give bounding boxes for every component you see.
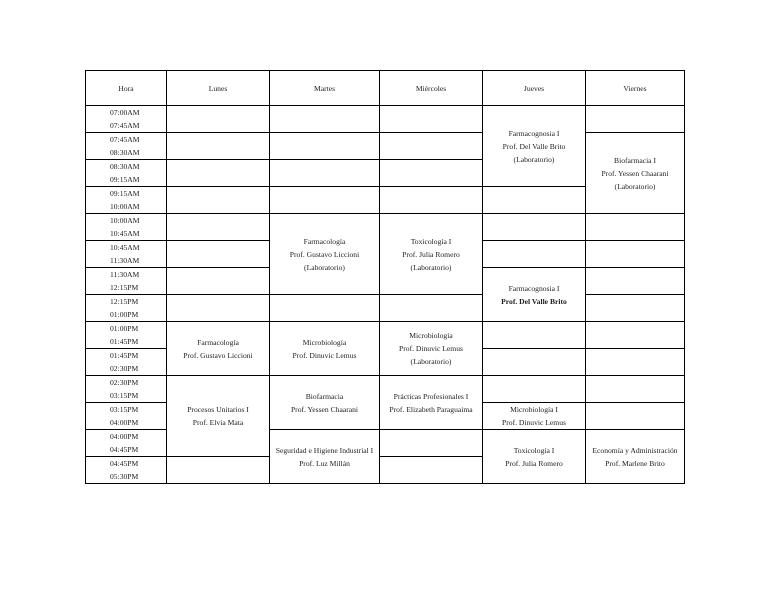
time-slot: 01:00PM 01:45PM bbox=[86, 322, 167, 349]
empty-cell bbox=[380, 160, 483, 187]
empty-cell bbox=[167, 457, 270, 484]
header-viernes: Viernes bbox=[586, 71, 685, 106]
empty-cell bbox=[167, 214, 270, 241]
table-row bbox=[86, 106, 685, 133]
header-miercoles: Miércoles bbox=[380, 71, 483, 106]
time-slot: 02:30PM 03:15PM bbox=[86, 376, 167, 403]
time-slot: 12:15PM 01:00PM bbox=[86, 295, 167, 322]
empty-cell bbox=[586, 106, 685, 133]
header-row bbox=[86, 71, 685, 106]
empty-cell bbox=[586, 268, 685, 295]
empty-cell bbox=[586, 295, 685, 322]
class-martes-seguridad: Seguridad e Higiene Industrial I Prof. Luz Millán bbox=[270, 430, 380, 484]
empty-cell bbox=[483, 376, 586, 403]
class-miercoles-practicas: Prácticas Profesionales I Prof. Elizabeth Paraguaima bbox=[380, 376, 483, 430]
empty-cell bbox=[270, 187, 380, 214]
empty-cell bbox=[270, 133, 380, 160]
class-viernes-economia: Economía y Administración Prof. Marlene Brito bbox=[586, 430, 685, 484]
time-slot: 08:30AM 09:15AM bbox=[86, 160, 167, 187]
empty-cell bbox=[586, 349, 685, 376]
time-slot: 11:30AM 12:15PM bbox=[86, 268, 167, 295]
empty-cell bbox=[167, 187, 270, 214]
table-row bbox=[86, 133, 685, 160]
empty-cell bbox=[586, 241, 685, 268]
time-slot: 04:45PM 05:30PM bbox=[86, 457, 167, 484]
table-row bbox=[86, 322, 685, 349]
class-martes-microbiologia: Microbiología Prof. Dinuvic Lemus bbox=[270, 322, 380, 376]
empty-cell bbox=[270, 106, 380, 133]
empty-cell bbox=[586, 376, 685, 403]
class-jueves-farmacognosia: Farmacognosia I Prof. Del Valle Brito bbox=[483, 268, 586, 322]
time-slot: 10:00AM 10:45AM bbox=[86, 214, 167, 241]
time-slot: 03:15PM 04:00PM bbox=[86, 403, 167, 430]
class-miercoles-toxicologia: Toxicología I Prof. Julia Romero (Laboratorio) bbox=[380, 214, 483, 295]
empty-cell bbox=[167, 268, 270, 295]
empty-cell bbox=[586, 214, 685, 241]
class-martes-farmacologia: Farmacología Prof. Gustavo Liccioni (Laboratorio) bbox=[270, 214, 380, 295]
header-hora: Hora bbox=[86, 71, 167, 106]
time-slot: 04:00PM 04:45PM bbox=[86, 430, 167, 457]
class-jueves-toxicologia: Toxicología I Prof. Julia Romero bbox=[483, 430, 586, 484]
empty-cell bbox=[167, 295, 270, 322]
header-jueves: Jueves bbox=[483, 71, 586, 106]
empty-cell bbox=[380, 187, 483, 214]
class-martes-biofarmacia: Biofarmacia Prof. Yessen Chaarani bbox=[270, 376, 380, 430]
empty-cell bbox=[270, 160, 380, 187]
empty-cell bbox=[380, 430, 483, 457]
empty-cell bbox=[167, 106, 270, 133]
header-martes: Martes bbox=[270, 71, 380, 106]
empty-cell bbox=[483, 187, 586, 214]
time-slot: 07:00AM 07:45AM bbox=[86, 106, 167, 133]
empty-cell bbox=[380, 295, 483, 322]
table-row bbox=[86, 295, 685, 322]
header-lunes: Lunes bbox=[167, 71, 270, 106]
empty-cell bbox=[380, 133, 483, 160]
class-lunes-procesos: Procesos Unitarios I Prof. Elvia Mata bbox=[167, 376, 270, 457]
empty-cell bbox=[167, 133, 270, 160]
empty-cell bbox=[270, 295, 380, 322]
empty-cell bbox=[586, 322, 685, 349]
class-miercoles-microbiologia: Microbiología Prof. Dinuvic Lemus (Laboratorio) bbox=[380, 322, 483, 376]
empty-cell bbox=[483, 241, 586, 268]
empty-cell bbox=[586, 403, 685, 430]
time-slot: 01:45PM 02:30PM bbox=[86, 349, 167, 376]
empty-cell bbox=[483, 349, 586, 376]
schedule-table bbox=[85, 70, 685, 484]
time-slot: 10:45AM 11:30AM bbox=[86, 241, 167, 268]
class-viernes-biofarmacia: Biofarmacia I Prof. Yessen Chaarani (Laboratorio) bbox=[586, 133, 685, 214]
empty-cell bbox=[167, 160, 270, 187]
empty-cell bbox=[380, 457, 483, 484]
empty-cell bbox=[167, 241, 270, 268]
table-row bbox=[86, 376, 685, 403]
time-slot: 07:45AM 08:30AM bbox=[86, 133, 167, 160]
empty-cell bbox=[380, 106, 483, 133]
class-jueves-microbiologia: Microbiología I Prof. Dinuvic Lemus bbox=[483, 403, 586, 430]
class-lunes-farmacologia: Farmacología Prof. Gustavo Liccioni bbox=[167, 322, 270, 376]
class-jueves-farmacognosia-lab: Farmacognosia I Prof. Del Valle Brito (Laboratorio) bbox=[483, 106, 586, 187]
empty-cell bbox=[483, 322, 586, 349]
empty-cell bbox=[483, 214, 586, 241]
time-slot: 09:15AM 10:00AM bbox=[86, 187, 167, 214]
table-row bbox=[86, 214, 685, 241]
